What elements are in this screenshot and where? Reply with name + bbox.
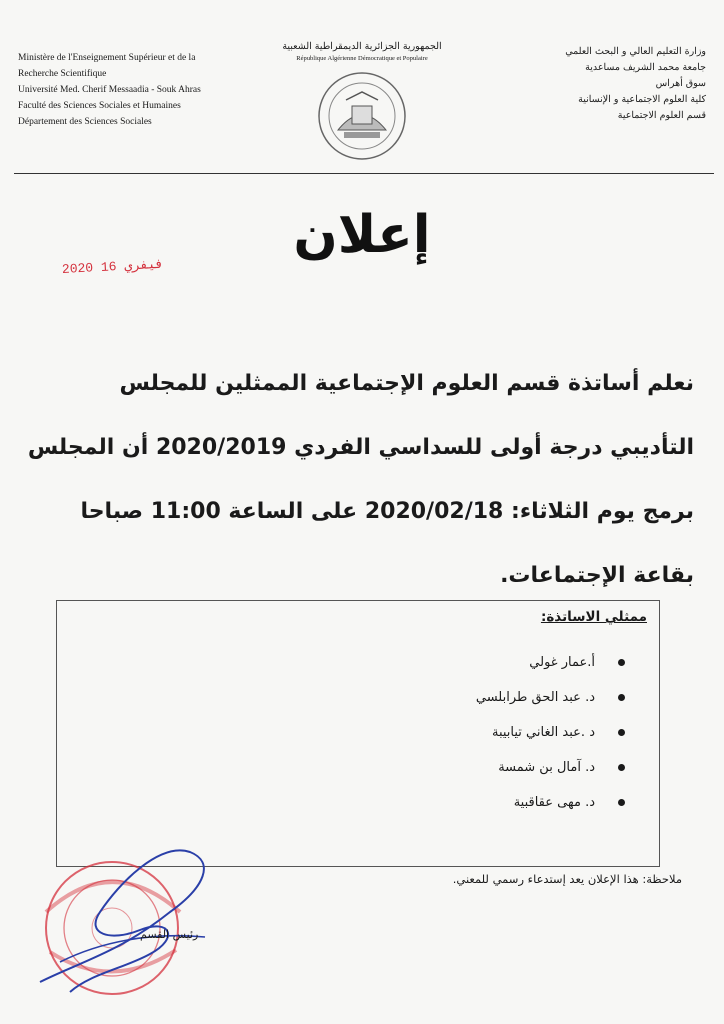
announcement-title: إعلان (293, 205, 431, 265)
header-center (262, 40, 462, 162)
announcement-body (26, 352, 694, 608)
list-item (476, 750, 625, 785)
department-stamp-icon (30, 842, 220, 1012)
header-right-arabic (496, 44, 706, 124)
bullet-icon (618, 729, 625, 736)
header-line: قسم العلوم الاجتماعية (617, 110, 706, 121)
header-line: كلية العلوم الاجتماعية و الإنسانية (578, 94, 706, 105)
list-item (476, 680, 625, 715)
members-box (56, 600, 660, 867)
members-list (476, 645, 625, 820)
member-name: د. عبد الحق طرابلسي (475, 690, 595, 705)
body-line: بقاعة الإجتماعات. (500, 563, 694, 588)
body-line: التأديبي درجة أولى للسداسي الفردي 2020/2019 أن المجلس (27, 435, 694, 460)
members-box-title: ممثلي الاساتذة: (540, 609, 647, 625)
bullet-icon (618, 694, 625, 701)
republic-name-french: République Algérienne Démocratique et Populaire (296, 55, 428, 62)
signer-title: رئيس القسم (140, 928, 199, 941)
bullet-icon (618, 764, 625, 771)
bullet-icon (618, 799, 625, 806)
bullet-icon (618, 659, 625, 666)
member-name: أ.عمار غولي (529, 655, 595, 670)
body-line: نعلم أساتذة قسم العلوم الإجتماعية الممثلين للمجلس (119, 371, 694, 396)
member-name: د .عبد الغاني تيابيبة (491, 725, 595, 740)
header-line: Ministère de l'Enseignement Supérieur et de la (18, 53, 196, 63)
list-item (476, 715, 625, 750)
member-name: د. مهى عقاقبية (513, 795, 595, 810)
header-line: Faculté des Sciences Sociales et Humaines (18, 101, 181, 111)
note-text: ملاحظة: هذا الإعلان يعد إستدعاء رسمي للمعني. (452, 872, 682, 886)
body-line: برمج يوم الثلاثاء: 2020/02/18 على الساعة 11:00 صباحا (80, 499, 694, 524)
header-line: وزارة التعليم العالي و البحث العلمي (565, 46, 706, 57)
header-line: Recherche Scientifique (18, 69, 107, 79)
republic-name-arabic: الجمهورية الجزائرية الديمقراطية الشعبية (282, 41, 442, 52)
list-item (476, 785, 625, 820)
header-left-french (18, 50, 268, 130)
header-line: Université Med. Cherif Messaadia - Souk Ahras (18, 85, 201, 95)
header-line: سوق أهراس (655, 78, 706, 89)
member-name: د. آمال بن شمسة (498, 760, 595, 775)
header-divider (14, 173, 714, 174)
list-item (476, 645, 625, 680)
header-line: جامعة محمد الشريف مساعدية (585, 62, 706, 73)
university-emblem-icon (316, 70, 408, 162)
header-line: Département des Sciences Sociales (18, 117, 152, 127)
date-stamp: 2020 فيفري 16 (61, 256, 164, 277)
